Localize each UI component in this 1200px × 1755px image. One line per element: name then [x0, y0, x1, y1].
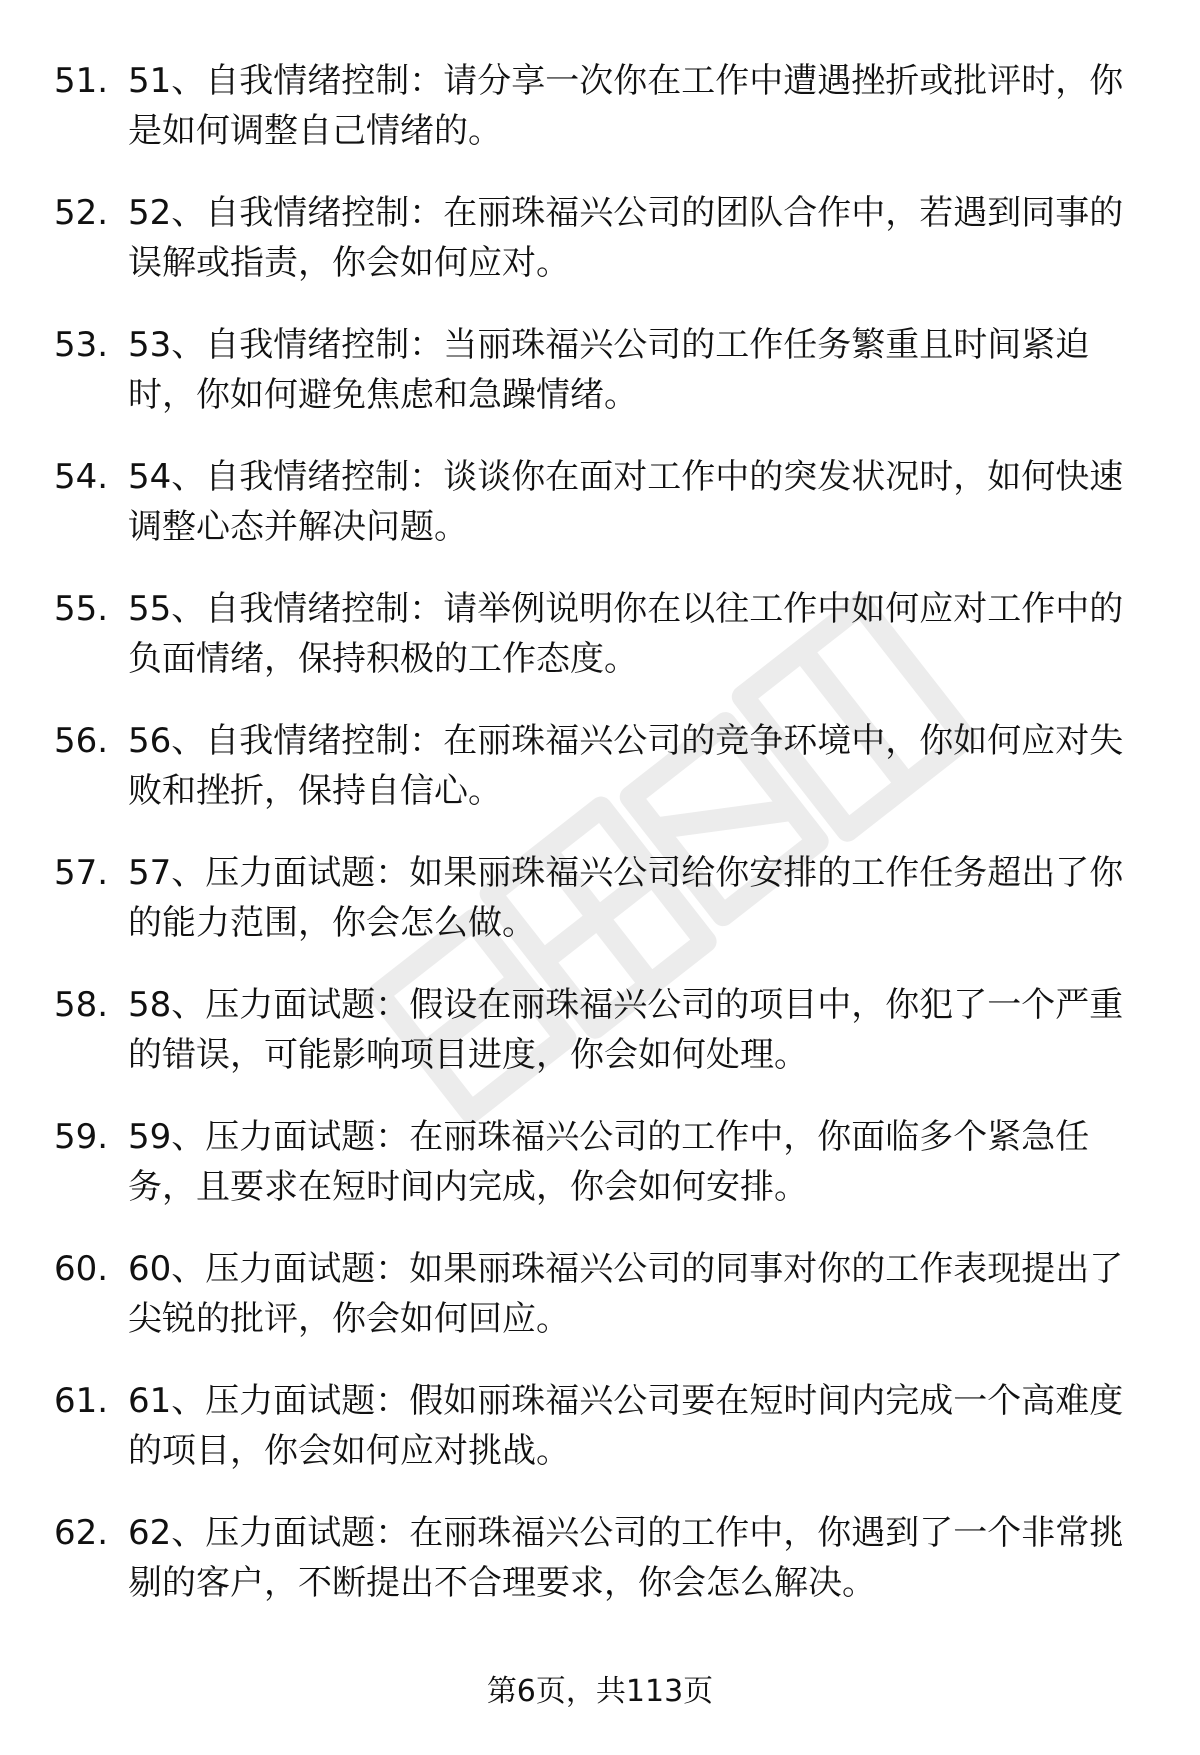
question-item	[0, 1508, 1200, 1640]
question-text: 60、压力面试题：如果丽珠福兴公司的同事对你的工作表现提出了尖锐的批评，你会如何回应。	[128, 1249, 1124, 1339]
question-number: 61.	[54, 1381, 109, 1421]
question-item	[0, 320, 1200, 452]
question-item	[0, 452, 1200, 584]
question-number: 53.	[54, 325, 109, 365]
question-number: 52.	[54, 193, 109, 233]
question-number: 57.	[54, 853, 109, 893]
question-item	[0, 56, 1200, 188]
question-text: 53、自我情绪控制：当丽珠福兴公司的工作任务繁重且时间紧迫时，你如何避免焦虑和急躁情绪。	[128, 325, 1090, 415]
question-item	[0, 980, 1200, 1112]
question-number: 55.	[54, 589, 109, 629]
page-footer: 第6页，共113页	[486, 1674, 714, 1709]
question-number: 60.	[54, 1249, 109, 1289]
question-text: 59、压力面试题：在丽珠福兴公司的工作中，你面临多个紧急任务，且要求在短时间内完成，你会如何安排。	[128, 1117, 1090, 1207]
question-item	[0, 188, 1200, 320]
question-item	[0, 1112, 1200, 1244]
question-text: 52、自我情绪控制：在丽珠福兴公司的团队合作中，若遇到同事的误解或指责，你会如何应对。	[128, 193, 1124, 283]
question-list	[0, 56, 1200, 1640]
question-number: 59.	[54, 1117, 109, 1157]
question-text: 62、压力面试题：在丽珠福兴公司的工作中，你遇到了一个非常挑剔的客户，不断提出不合理要求，你会怎么解决。	[128, 1513, 1124, 1603]
question-text: 58、压力面试题：假设在丽珠福兴公司的项目中，你犯了一个严重的错误，可能影响项目进度，你会如何处理。	[128, 985, 1124, 1075]
question-item	[0, 716, 1200, 848]
question-text: 54、自我情绪控制：谈谈你在面对工作中的突发状况时，如何快速调整心态并解决问题。	[128, 457, 1124, 547]
question-item	[0, 1244, 1200, 1376]
question-text: 55、自我情绪控制：请举例说明你在以往工作中如何应对工作中的负面情绪，保持积极的工作态度。	[128, 589, 1124, 679]
question-item	[0, 584, 1200, 716]
question-item	[0, 1376, 1200, 1508]
question-number: 54.	[54, 457, 109, 497]
question-text: 57、压力面试题：如果丽珠福兴公司给你安排的工作任务超出了你的能力范围，你会怎么做。	[128, 853, 1124, 943]
question-text: 51、自我情绪控制：请分享一次你在工作中遭遇挫折或批评时，你是如何调整自己情绪的。	[128, 61, 1124, 151]
question-number: 58.	[54, 985, 109, 1025]
question-number: 56.	[54, 721, 109, 761]
question-text: 56、自我情绪控制：在丽珠福兴公司的竞争环境中，你如何应对失败和挫折，保持自信心。	[128, 721, 1124, 811]
question-number: 51.	[54, 61, 109, 101]
question-number: 62.	[54, 1513, 109, 1553]
question-item	[0, 848, 1200, 980]
question-text: 61、压力面试题：假如丽珠福兴公司要在短时间内完成一个高难度的项目，你会如何应对挑战。	[128, 1381, 1124, 1471]
